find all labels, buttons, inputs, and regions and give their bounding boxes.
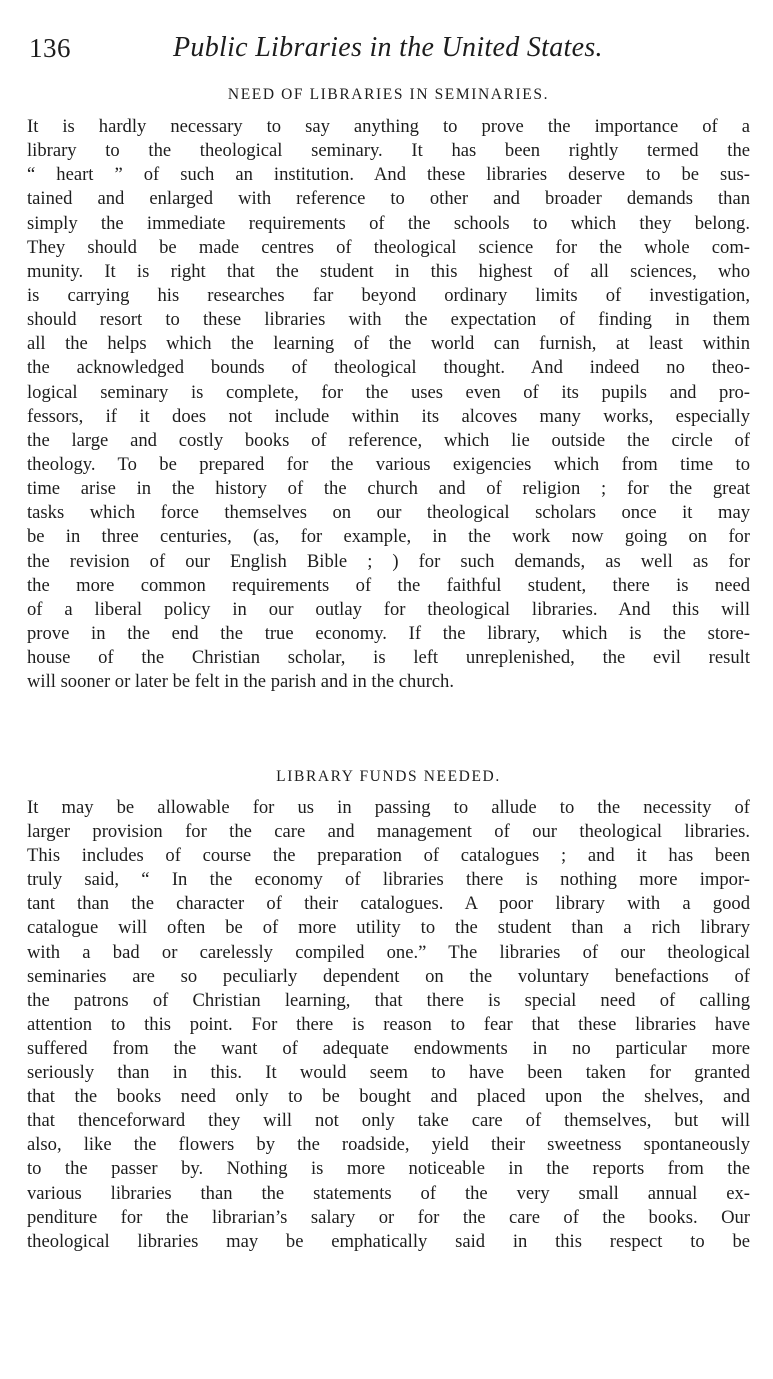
text-line: the more common requirements of the faithful student, there is need [27, 574, 750, 596]
section-heading-need-of-libraries: NEED OF LIBRARIES IN SEMINARIES. [227, 86, 550, 103]
text-line: theology. To be prepared for the various exigencies which from time to [27, 453, 750, 475]
text-line: This includes of course the preparation of catalogues ; and it has been [27, 845, 750, 867]
section-heading-library-funds: LIBRARY FUNDS NEEDED. [276, 768, 501, 785]
text-line: that the books need only to be bought and placed upon the shelves, and [27, 1086, 750, 1108]
text-line: will sooner or later be felt in the parish and in the church. [27, 671, 455, 693]
text-line: library to the theological seminary. It has been rightly termed the [27, 140, 750, 162]
paragraph-need-of-libraries [27, 115, 750, 694]
text-line: the acknowledged bounds of theological thought. And indeed no theo- [27, 357, 750, 379]
text-line: simply the immediate requirements of the schools to which they belong. [27, 212, 750, 234]
text-line: It is hardly necessary to say anything to prove the importance of a [27, 116, 750, 137]
text-line: tant than the character of their catalogues. A poor library with a good [27, 893, 750, 915]
text-line: seminaries are so peculiarly dependent on the voluntary benefactions of [27, 965, 750, 987]
text-line: be in three centuries, (as, for example, in the work now going on for [27, 526, 750, 548]
text-line: penditure for the librarian’s salary or for the care of the books. Our [27, 1206, 750, 1228]
book-page [27, 0, 750, 1379]
text-line: that thenceforward they will not only take care of themselves, but will [27, 1110, 750, 1132]
text-line: all the helps which the learning of the world can furnish, at least within [27, 333, 750, 355]
text-line: tained and enlarged with reference to other and broader demands than [27, 188, 750, 210]
text-line: with a bad or carelessly compiled one.” The libraries of our theological [27, 941, 750, 963]
text-line: larger provision for the care and management of our theological libraries. [27, 821, 750, 843]
text-line: catalogue will often be of more utility to the student than a rich library [27, 917, 750, 939]
text-line: logical seminary is complete, for the uses even of its pupils and pro- [27, 381, 750, 403]
text-line: should resort to these libraries with the expectation of finding in them [27, 309, 750, 331]
text-line: They should be made centres of theological science for the whole com- [27, 236, 750, 258]
running-head [27, 30, 750, 66]
text-line: time arise in the history of the church and of religion ; for the great [27, 478, 750, 500]
running-title: Public Libraries in the United States. [173, 32, 603, 63]
text-line: attention to this point. For there is reason to fear that these libraries have [27, 1013, 750, 1035]
text-line: the revision of our English Bible ; ) for such demands, as well as for [27, 550, 750, 572]
text-line: truly said, “ In the economy of libraries there is nothing more impor- [27, 869, 750, 891]
text-line: fessors, if it does not include within its alcoves many works, especially [27, 405, 750, 427]
text-line: tasks which force themselves on our theological scholars once it may [27, 502, 750, 524]
text-line: of a liberal policy in our outlay for theological libraries. And this will [27, 598, 750, 620]
text-line: prove in the end the true economy. If the library, which is the store- [27, 622, 750, 644]
text-line: the patrons of Christian learning, that there is special need of calling [27, 989, 750, 1011]
text-line: also, like the flowers by the roadside, yield their sweetness spontaneously [27, 1134, 750, 1156]
text-line: house of the Christian scholar, is left unreplenished, the evil result [27, 647, 750, 669]
page-number: 136 [29, 33, 71, 63]
text-line: theological libraries may be emphatically said in this respect to be [27, 1230, 750, 1252]
text-line: various libraries than the statements of the very small annual ex- [27, 1182, 750, 1204]
paragraph-library-funds [27, 796, 750, 1254]
text-line: It may be allowable for us in passing to allude to the necessity of [27, 797, 750, 818]
text-line: suffered from the want of adequate endowments in no particular more [27, 1037, 750, 1059]
text-line: munity. It is right that the student in this highest of all sciences, who [27, 260, 750, 282]
text-line: is carrying his researches far beyond ordinary limits of investigation, [27, 284, 750, 306]
text-line: to the passer by. Nothing is more noticeable in the reports from the [27, 1158, 750, 1180]
text-line: the large and costly books of reference, which lie outside the circle of [27, 429, 750, 451]
text-line: “ heart ” of such an institution. And these libraries deserve to be sus- [27, 164, 750, 186]
text-line: seriously than in this. It would seem to have been taken for granted [27, 1062, 750, 1084]
